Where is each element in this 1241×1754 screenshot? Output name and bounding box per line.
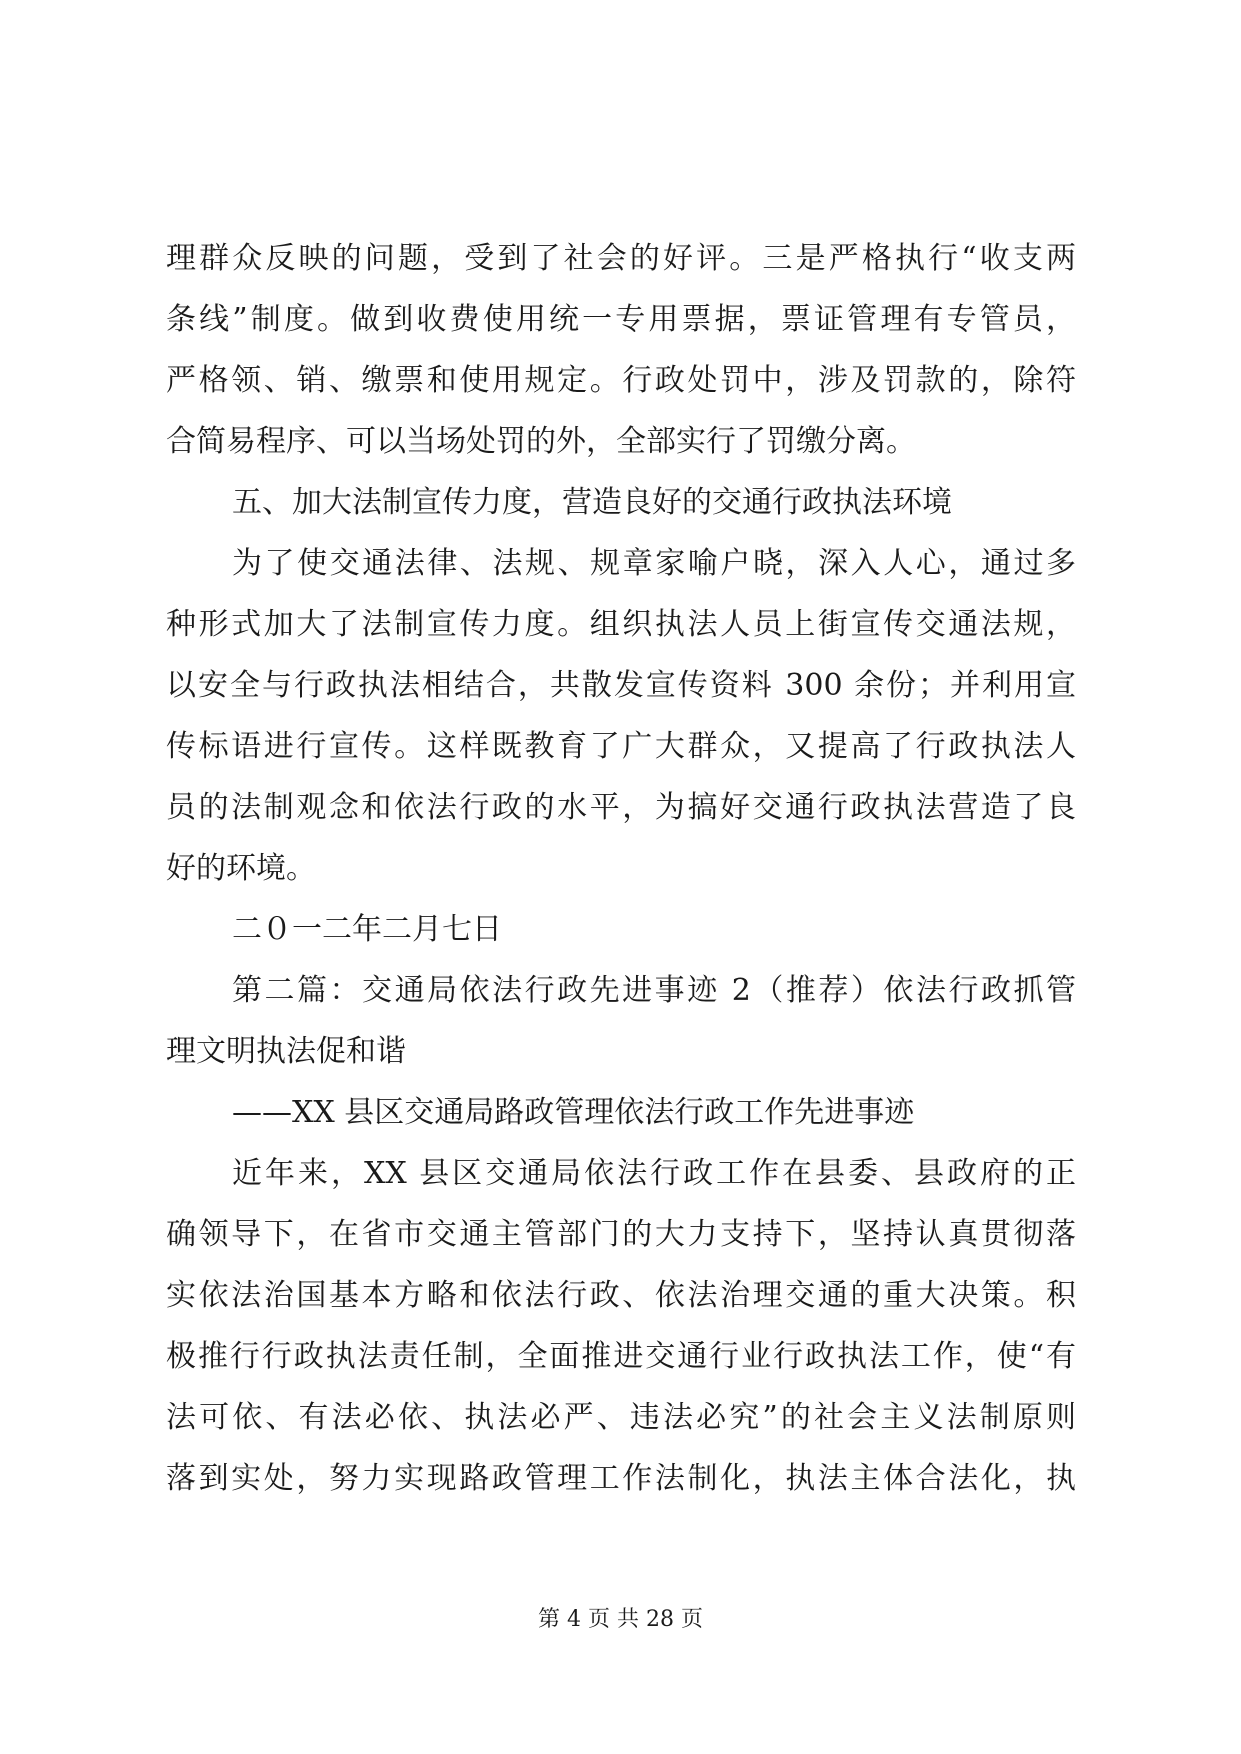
article-title-line: 第二篇：交通局依法行政先进事迹 2（推荐）依法行政抓管: [232, 973, 1076, 1008]
article-title-line: 理文明执法促和谐: [166, 1034, 406, 1069]
text-line: 极推行行政执法责任制，全面推进交通行业行政执法工作，使“有: [166, 1339, 1076, 1374]
text-line: 确领导下，在省市交通主管部门的大力支持下，坚持认真贯彻落: [166, 1217, 1076, 1252]
date-line: 二０一二年二月七日: [232, 912, 502, 947]
text-line: 近年来，XX 县区交通局依法行政工作在县委、县政府的正: [232, 1156, 1076, 1191]
text-line: 传标语进行宣传。这样既教育了广大群众，又提高了行政执法人: [166, 729, 1076, 764]
section-heading: 五、加大法制宣传力度，营造良好的交通行政执法环境: [232, 485, 952, 520]
article-subtitle: ——XX 县区交通局路政管理依法行政工作先进事迹: [232, 1095, 915, 1130]
text-line: 理群众反映的问题，受到了社会的好评。三是严格执行“收支两: [166, 241, 1076, 276]
text-line: 条线”制度。做到收费使用统一专用票据，票证管理有专管员，: [166, 302, 1076, 337]
text-line: 实依法治国基本方略和依法行政、依法治理交通的重大决策。积: [166, 1278, 1076, 1313]
text-line: 合简易程序、可以当场处罚的外，全部实行了罚缴分离。: [166, 424, 916, 459]
text-line: 落到实处，努力实现路政管理工作法制化，执法主体合法化，执: [166, 1461, 1076, 1496]
text-line: 好的环境。: [166, 851, 316, 886]
text-line: 法可依、有法必依、执法必严、违法必究”的社会主义法制原则: [166, 1400, 1076, 1435]
document-body: [166, 228, 1076, 1509]
page-number-footer: 第 4 页 共 28 页: [538, 1607, 703, 1632]
text-line: 员的法制观念和依法行政的水平，为搞好交通行政执法营造了良: [166, 790, 1076, 825]
text-line: 以安全与行政执法相结合，共散发宣传资料 300 余份；并利用宣: [166, 668, 1076, 703]
text-line: 种形式加大了法制宣传力度。组织执法人员上街宣传交通法规，: [166, 607, 1076, 642]
text-line: 严格领、销、缴票和使用规定。行政处罚中，涉及罚款的，除符: [166, 363, 1076, 398]
text-line: 为了使交通法律、法规、规章家喻户晓，深入人心，通过多: [232, 546, 1076, 581]
